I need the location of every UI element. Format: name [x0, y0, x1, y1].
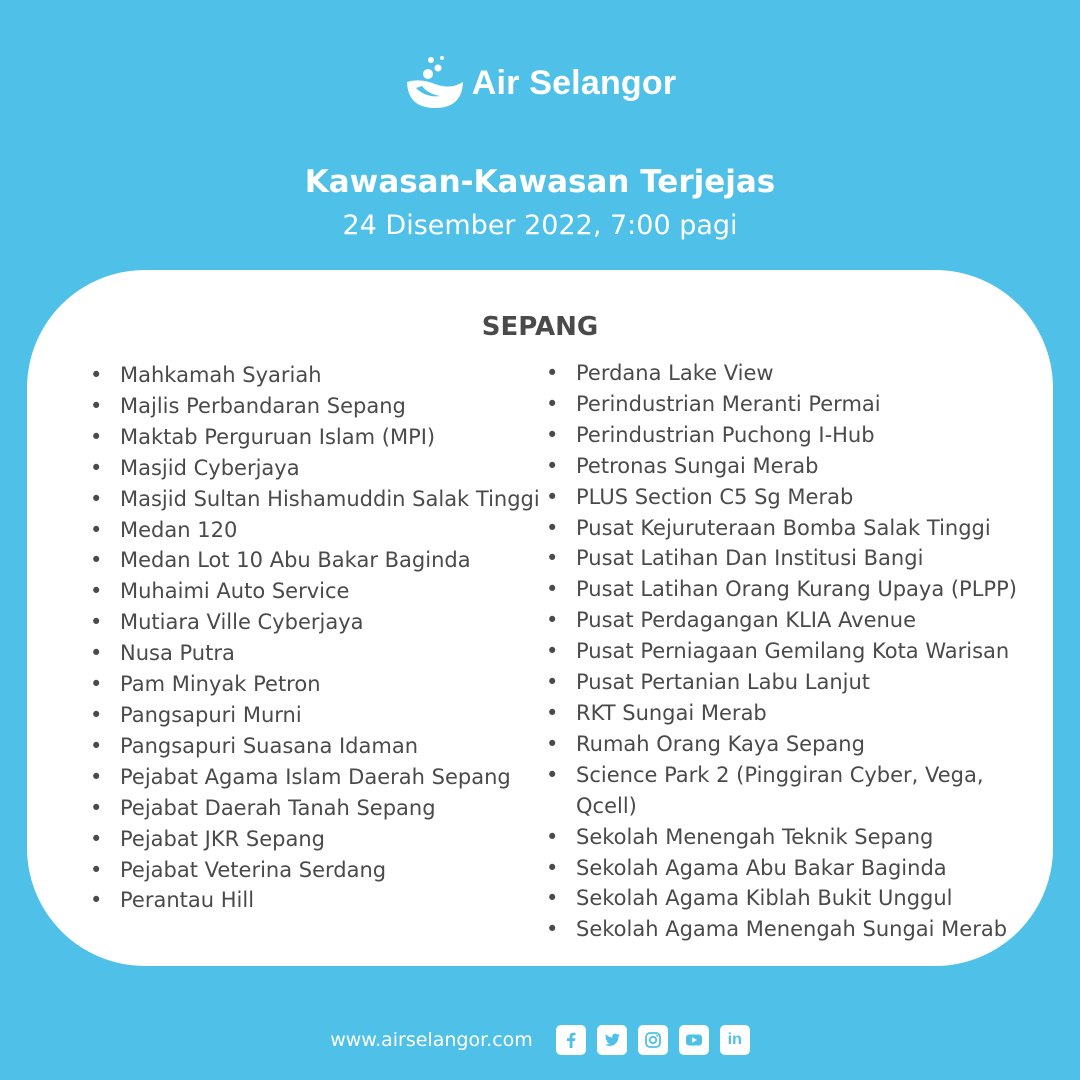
list-item: • Mutiara Ville Cyberjaya — [90, 607, 535, 638]
list-item: • Pusat Pertanian Labu Lanjut — [546, 667, 1016, 698]
list-item: • Pejabat Agama Islam Daerah Sepang — [90, 762, 535, 793]
list-item: • Pusat Perniagaan Gemilang Kota Warisan — [546, 636, 1016, 667]
list-item: • Rumah Orang Kaya Sepang — [546, 729, 1016, 760]
list-item: • Nusa Putra — [90, 638, 535, 669]
list-item: • Pangsapuri Suasana Idaman — [90, 731, 535, 762]
twitter-icon[interactable] — [597, 1025, 627, 1055]
logo — [0, 52, 1080, 114]
list-item: • Pam Minyak Petron — [90, 669, 535, 700]
youtube-icon[interactable] — [679, 1025, 709, 1055]
list-item: • Pusat Perdagangan KLIA Avenue — [546, 605, 1016, 636]
list-item: • Science Park 2 (Pinggiran Cyber, Vega, Qcell) — [546, 760, 1016, 822]
area-list-right — [546, 358, 1016, 945]
list-item: • Pusat Kejuruteraan Bomba Salak Tinggi — [546, 513, 1016, 544]
list-item: • Perindustrian Puchong I-Hub — [546, 420, 1016, 451]
area-list-left — [90, 360, 540, 916]
list-item: • Perdana Lake View — [546, 358, 1016, 389]
list-item: • Sekolah Menengah Teknik Sepang — [546, 822, 1016, 853]
list-item: • Sekolah Agama Abu Bakar Baginda — [546, 853, 1016, 884]
list-item: • Petronas Sungai Merab — [546, 451, 1016, 482]
list-item: • Pejabat Daerah Tanah Sepang — [90, 793, 535, 824]
list-item: • Pusat Latihan Orang Kurang Upaya (PLPP) — [546, 574, 1016, 605]
list-item: • Majlis Perbandaran Sepang — [90, 391, 535, 422]
list-item: • RKT Sungai Merab — [546, 698, 1016, 729]
page-title: Kawasan-Kawasan Terjejas — [304, 164, 776, 200]
list-item: • Medan Lot 10 Abu Bakar Baginda — [90, 545, 535, 576]
list-item: • Sekolah Agama Kiblah Bukit Unggul — [546, 883, 1016, 914]
list-item: • Perindustrian Meranti Permai — [546, 389, 1016, 420]
website-link[interactable]: www.airselangor.com — [330, 1029, 533, 1051]
page-subtitle: 24 Disember 2022, 7:00 pagi — [342, 210, 738, 241]
air-selangor-logo-icon — [404, 52, 466, 114]
footer — [0, 1022, 1080, 1058]
facebook-icon[interactable] — [556, 1025, 586, 1055]
list-item: • Sekolah Agama Menengah Sungai Merab — [546, 914, 1016, 945]
list-item: • PLUS Section C5 Sg Merab — [546, 482, 1016, 513]
list-item: • Pangsapuri Murni — [90, 700, 535, 731]
list-item: • Masjid Cyberjaya — [90, 453, 535, 484]
region-heading: SEPANG — [481, 312, 599, 342]
list-item: • Mahkamah Syariah — [90, 360, 535, 391]
brand-name: Air Selangor — [471, 63, 677, 102]
list-item: • Muhaimi Auto Service — [90, 576, 535, 607]
list-item: • Pejabat Veterina Serdang — [90, 855, 535, 886]
list-item: • Masjid Sultan Hishamuddin Salak Tinggi — [90, 484, 535, 515]
instagram-icon[interactable] — [638, 1025, 668, 1055]
list-item: • Maktab Perguruan Islam (MPI) — [90, 422, 535, 453]
linkedin-icon[interactable]: in — [720, 1025, 750, 1055]
list-item: • Medan 120 — [90, 515, 535, 546]
list-item: • Pusat Latihan Dan Institusi Bangi — [546, 543, 1016, 574]
list-item: • Pejabat JKR Sepang — [90, 824, 535, 855]
list-item: • Perantau Hill — [90, 885, 535, 916]
